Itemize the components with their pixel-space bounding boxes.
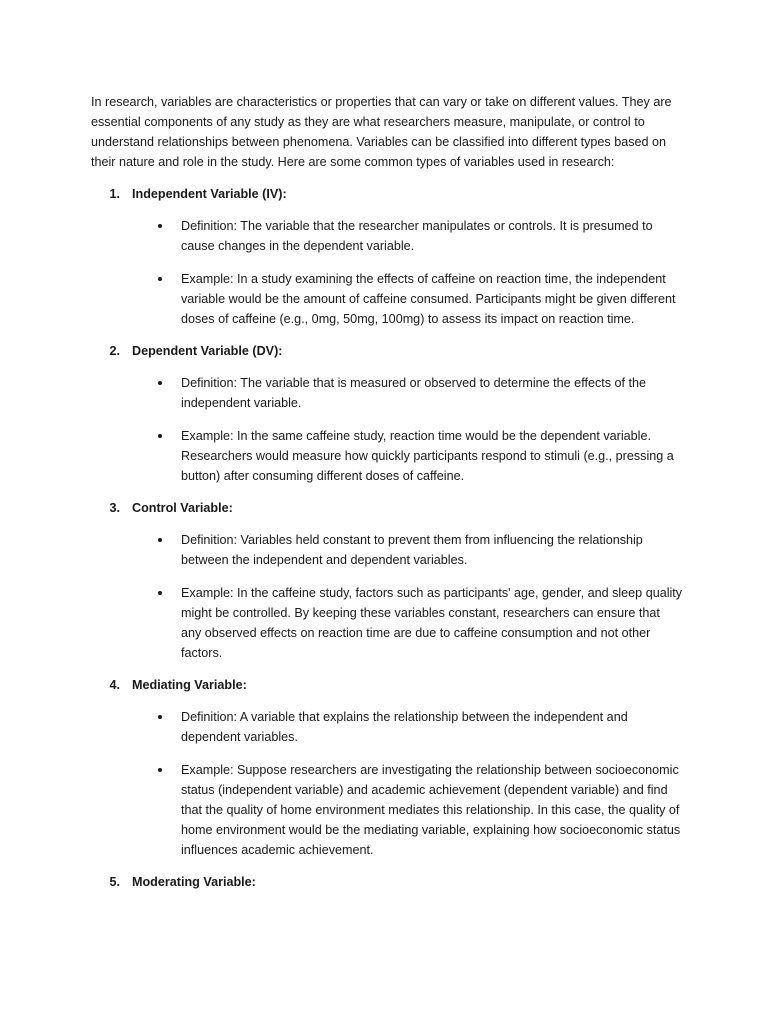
section-independent-variable — [91, 184, 683, 329]
bullet-text: Definition: The variable that the researcher manipulates or controls. It is presumed to cause changes in the dependent variable. — [181, 219, 653, 253]
bullet-list — [91, 373, 683, 486]
bullet-icon — [91, 426, 181, 486]
intro-paragraph: In research, variables are characteristics or properties that can vary or take on different values. They are essential components of any study as they are what researchers measure, manipulate, or control to understand relationships between phenomena. Variables can be classified into different types based on their nature and role in the study. Here are some common types of variables used in research: — [91, 95, 672, 169]
section-heading — [91, 498, 683, 518]
section-heading — [91, 675, 683, 695]
section-number: 1. — [109, 187, 120, 201]
bullet-list — [91, 530, 683, 663]
bullet-text: Definition: Variables held constant to prevent them from influencing the relationship between the independent and dependent variables. — [181, 533, 643, 567]
bullet-icon — [91, 530, 181, 570]
section-title: Mediating Variable: — [132, 678, 247, 692]
bullet-text: Definition: A variable that explains the relationship between the independent and dependent variables. — [181, 710, 628, 744]
section-number: 3. — [109, 501, 120, 515]
section-moderating-variable — [91, 872, 683, 892]
list-item — [91, 530, 683, 570]
bullet-text: Example: Suppose researchers are investigating the relationship between socioeconomic status (independent variable) and academic achievement (dependent variable) and find that the quality of home environment mediates this relationship. In this case, the quality of home environment would be the mediating variable, explaining how socioeconomic status influences academic achievement. — [181, 763, 681, 857]
bullet-icon — [91, 707, 181, 747]
bullet-text: Example: In the caffeine study, factors such as participants' age, gender, and sleep quality might be controlled. By keeping these variables constant, researchers can ensure that any observed effects on reaction time are due to caffeine consumption and not other factors. — [181, 586, 683, 660]
document-page — [91, 92, 683, 904]
bullet-icon — [91, 373, 181, 413]
bullet-list — [91, 707, 683, 860]
bullet-icon — [91, 216, 181, 256]
section-number: 5. — [109, 875, 120, 889]
bullet-icon — [91, 583, 181, 663]
section-title: Moderating Variable: — [132, 875, 256, 889]
section-title: Independent Variable (IV): — [132, 187, 287, 201]
list-item — [91, 269, 683, 329]
section-control-variable — [91, 498, 683, 663]
section-heading — [91, 341, 683, 361]
section-title: Control Variable: — [132, 501, 233, 515]
list-item — [91, 426, 683, 486]
section-title: Dependent Variable (DV): — [132, 344, 283, 358]
list-item — [91, 583, 683, 663]
bullet-icon — [91, 269, 181, 329]
list-item — [91, 216, 683, 256]
section-number: 4. — [109, 678, 120, 692]
section-mediating-variable — [91, 675, 683, 860]
bullet-text: Example: In a study examining the effects of caffeine on reaction time, the independent variable would be the amount of caffeine consumed. Participants might be given different doses of caffeine (e.g., 0mg, 50mg, 100mg) to assess its impact on reaction time. — [181, 272, 676, 326]
section-dependent-variable — [91, 341, 683, 486]
bullet-text: Example: In the same caffeine study, reaction time would be the dependent variable. Researchers would measure how quickly participants respond to stimuli (e.g., pressing a button) after consuming different doses of caffeine. — [181, 429, 674, 483]
bullet-icon — [91, 760, 181, 860]
bullet-text: Definition: The variable that is measured or observed to determine the effects of the independent variable. — [181, 376, 647, 410]
section-heading — [91, 184, 683, 204]
list-item — [91, 707, 683, 747]
bullet-list — [91, 216, 683, 329]
section-heading — [91, 872, 683, 892]
section-number: 2. — [109, 344, 120, 358]
list-item — [91, 760, 683, 860]
list-item — [91, 373, 683, 413]
